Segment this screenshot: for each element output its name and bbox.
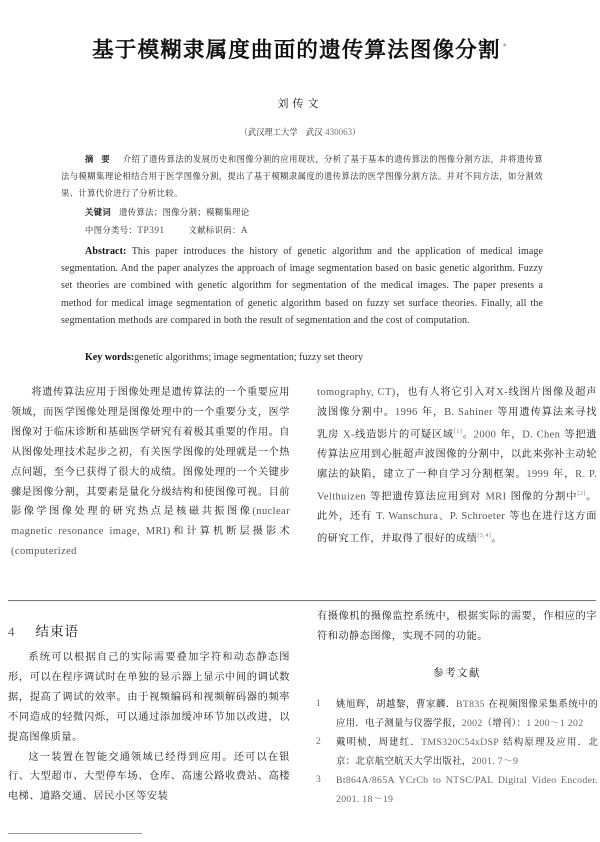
conclusion-paragraph-1: 系统可以根据自己的实际需要叠加字符和动态静态图形，可以在程序调试时在单独的显示器上显示中间的调试数据，提高了调试的效率。由于视频编码和视频解码器的频率不同造成的轻微闪烁，可以通过添加缓冲环节加以改进，以提高图像质量。 [8,652,290,743]
clc-label: 中图分类号： [85,225,138,235]
intro-text: 和计算机断层摄影术 [170,526,291,538]
author-name: R. P. Velthuizen [317,469,597,503]
intro-en-term: (computerized [11,546,77,558]
en-term: tomography, CT) [317,387,396,398]
abstract-label: 摘要 [85,154,118,164]
text: 年， [548,469,576,481]
ref-pages: 2001. 7～9 [471,756,519,767]
text: 年， [496,429,523,441]
keywords-text: 遗传算法；图像分割；模糊集理论 [119,207,250,217]
author: 刘传文 [277,97,323,110]
keywords-label: 关键词 [85,207,112,217]
keywords-en-label: Key words: [85,352,135,363]
citation-3-4[interactable]: [3,4] [477,533,492,540]
references-list [312,695,598,809]
reference-item [312,695,598,733]
ref-en: 2002 [461,718,483,729]
reference-number: 2 [316,737,322,747]
abstract-english [61,243,543,329]
ref-pages: 1 200～1 202 [526,718,584,729]
intro-en-term: (nuclear magnetic resonance image, MRI) [11,506,290,538]
affiliation [0,126,600,138]
text: 等也在进行这方面的研究工作，并取得了很好的成绩 [317,511,597,545]
author-name: T. Wanschura、P. Schroeter [376,511,506,523]
keywords-en-text: genetic algorithms; image segmentation; fuzzy set theory [134,352,363,363]
citation-2[interactable]: [2] [577,490,586,497]
postal-code: 430063 [325,127,353,137]
ref-text: 姚旭辉，胡越黎，曹家麟． [336,699,456,710]
en-term: X- [496,387,509,398]
conclusion-right-column [317,607,597,647]
author-name: D. Chen [522,429,561,441]
abstract-en-text: This paper introduces the history of genetic algorithm and the application of medical image segmentation. And the paper analyzes the approach of image segmentation based on basic genetic algorithm. Fuzzy set theories are combined with genetic algorithm for segmentation of the medical images. The paper presents a method for medical image segmentation of genetic algorithm based on fuzzy set surface theories. Finally, all the segmentation methods are compared in both the result of segmentation and the cost of computation. [61,246,543,326]
ref-en: Bt864A/865A YCrCb to NTSC/PAL Digital Video Encoder. 2001. 18～19 [336,775,598,805]
text: ，也有人将它引入对 [395,387,497,398]
doc-code-value: A [240,226,248,236]
text: 年， [417,406,445,418]
conclusion-left-column [8,648,290,807]
intro-left-column [11,383,290,562]
keywords-chinese [85,206,250,218]
title-text: 基于模糊隶属度曲面的遗传算法图像分割 [92,38,501,63]
conclusion-paragraph-2-cont: 有摄像机的摄像监控系统中，根据实际的需要，作相应的字符和动静态图像，实现不同的功能。 [317,611,597,642]
footnote-rule [8,833,142,834]
text: 线图片图像及超声波图像分割中。 [317,387,597,418]
text: 等把遗传算法应用到心脏超声波图像的分割中，以此来弥补主动轮廓法的缺陷，建立了一种自学习分割框架。 [317,429,597,481]
page-separator-right [308,600,596,601]
text: 线造影片的可疑区域 [354,429,454,441]
year: 1999 [526,469,549,481]
section-number: 4 [8,624,16,639]
en-term: X- [342,429,355,441]
reference-number: 3 [316,775,322,785]
intro-paragraph [11,383,290,562]
intro-text: 将遗传算法应用于图像处理是遗传算法的一个重要应用领域，而医学图像处理是图像处理中的一个重要分支，医学图像对于临床诊断和基础医学研究有着极其重要的作用。自从图像处理技术起步之初，有关医学图像的处理就是一个热点问题，至今已获得了很大的成绩。图像处理的一个关键步骤是图像分割，其要素是量化分级结构和使图像可视。目前影像学图像处理的研究热点是核磁共振图像 [11,387,290,518]
intro-right-column [317,383,597,549]
clc-value: TP391 [137,226,165,236]
text: 图像的分割中 [506,491,578,503]
references-heading: 参考文献 [433,667,481,679]
reference-item [312,733,598,771]
year: 1996 [395,406,418,418]
classification-line [85,224,248,236]
text: 等用遗传算法来寻找乳房 [317,406,597,441]
text: 。 [462,429,474,441]
ref-en: TMS320C54xDSP [421,737,500,748]
footnote-mark: * [502,41,508,51]
affiliation-text: （武汉理工大学 武汉 [239,127,326,137]
abstract-chinese [61,151,543,203]
citation-1[interactable]: [1] [453,428,463,435]
reference-number: 1 [316,699,322,709]
doc-code-label: 文献标识码： [188,225,241,235]
intro-paragraph-cont [317,383,597,549]
ref-text: 在视频图像采集系统中的应用．电子测量与仪器学报， [336,699,598,729]
reference-item [312,771,598,809]
paper-title [0,33,600,64]
section-heading [8,620,79,640]
abstract-text: 介绍了遗传算法的发展历史和图像分割的应用现状，分析了基于基本的遗传算法的图像分割方法，并将遗传算法与模糊集理论相结合用于医学图像分割，提出了基于模糊隶属度的遗传算法的医学图像分割方法。并对不同方法，如分割效果、计算代价进行了分析比较。 [61,154,543,199]
abstract-en-label: Abstract: [85,246,127,257]
en-term: MRI [485,491,507,503]
conclusion-paragraph-2: 这一装置在智能交通领域已经得到应用。还可以在银行、大型超市、大型停车场、仓库、高速公路收费站、高楼电梯、道路交通、居民小区等安装 [8,751,290,803]
ref-text: 戴明桢，周建红． [336,737,422,748]
affiliation-close: ） [352,127,361,137]
section-title: 结束语 [35,624,79,640]
ref-text: （增刊）： [482,718,527,729]
text: 。 [491,533,502,545]
author-name: B. Sahiner [444,406,493,418]
keywords-english [85,352,363,363]
text: 。此外，还有 [317,491,597,523]
year: 2000 [473,429,497,441]
ref-text: 结构原理及应用．北京：北京航空航天大学出版社， [336,737,598,767]
text: 等把遗传算法应用到对 [365,491,486,503]
ref-en: BT835 [456,699,485,710]
